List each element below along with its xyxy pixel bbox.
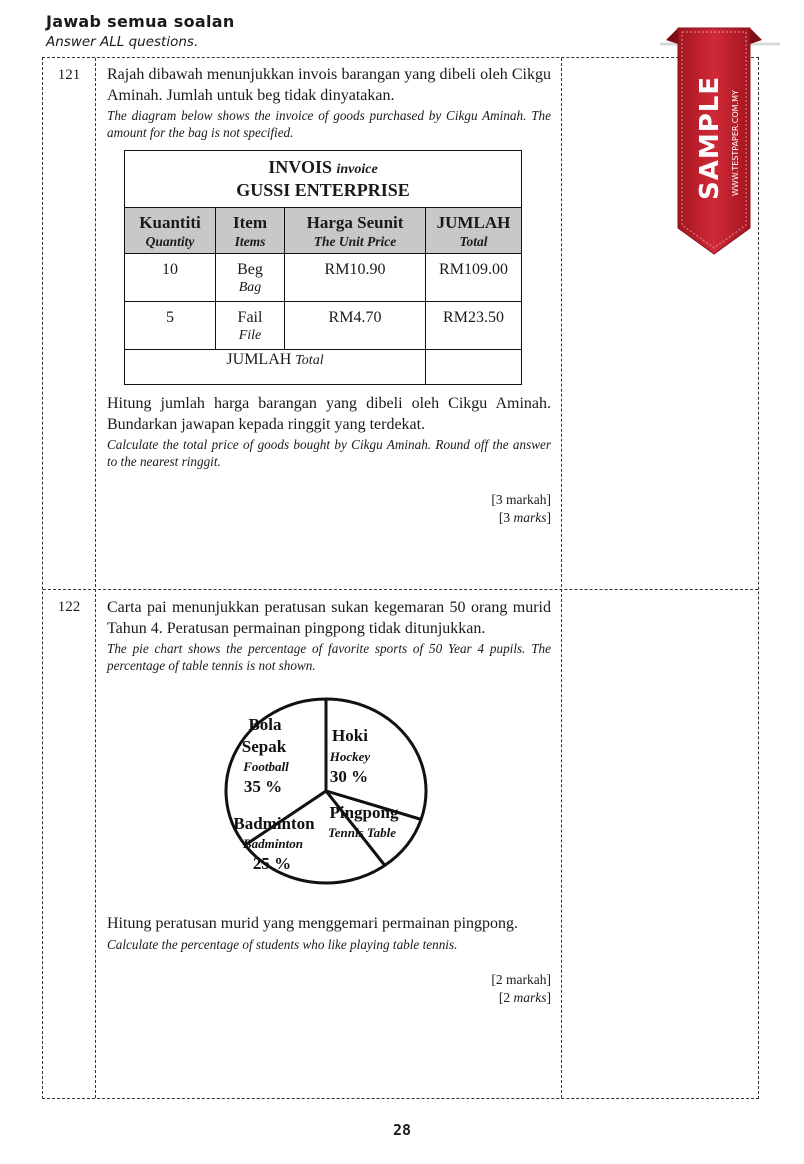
- table-row: [125, 254, 522, 302]
- marks-label: [2 markah] [2 marks]: [491, 971, 551, 1005]
- number-column-divider: [95, 58, 96, 1098]
- cell-unit-price: RM10.90: [285, 254, 426, 302]
- question-122: [107, 598, 551, 1007]
- cell-item: Beg Bag: [216, 254, 285, 302]
- slice-label-hockey-en: Hockey: [329, 749, 371, 764]
- question-text-en: The pie chart shows the percentage of favorite sports of 50 Year 4 pupils. The percentage of table tennis is not shown.: [107, 641, 551, 673]
- total-value: [426, 350, 522, 385]
- sample-watermark-ribbon: [660, 0, 780, 270]
- slice-label-hockey-ms: Hoki: [332, 726, 368, 745]
- cell-unit-price: RM4.70: [285, 302, 426, 350]
- question-text-ms: Carta pai menunjukkan peratusan sukan kegemaran 50 orang murid Tahun 4. Peratusan permainan pingpong tidak ditunjukkan.: [107, 599, 551, 637]
- instruction-ms: Hitung peratusan murid yang menggemari permainan pingpong.: [107, 915, 519, 932]
- answer-column-divider: [561, 58, 562, 1098]
- question-number: 121: [57, 67, 81, 83]
- question-121: [107, 65, 551, 527]
- pie-chart: [221, 694, 431, 888]
- page-header-subtitle: Answer ALL questions.: [46, 34, 199, 50]
- total-label: JUMLAH Total: [125, 350, 426, 385]
- slice-label-pingpong-ms: Pingpong: [329, 803, 399, 822]
- marks-label: [3 markah] [3 marks]: [491, 492, 551, 525]
- invoice-company: GUSSI ENTERPRISE: [236, 180, 410, 200]
- column-header-quantity: Kuantiti Quantity: [125, 208, 216, 254]
- question-text-en: The diagram below shows the invoice of goods purchased by Cikgu Aminah. The amount for the bag is not specified.: [107, 108, 551, 140]
- cell-quantity: 5: [125, 302, 216, 350]
- slice-label-football-en: Football: [243, 759, 289, 774]
- table-total-row: [125, 350, 522, 385]
- instruction-en: Calculate the percentage of students who like playing table tennis.: [107, 936, 458, 952]
- slice-label-badminton-en: Badminton: [243, 836, 303, 851]
- slice-value-hockey: 30 %: [329, 767, 369, 786]
- cell-item: Fail File: [216, 302, 285, 350]
- column-header-unit-price: Harga Seunit The Unit Price: [285, 208, 426, 254]
- invoice-title: [125, 151, 522, 208]
- column-header-total: JUMLAH Total: [426, 208, 522, 254]
- watermark-text: SAMPLE: [695, 75, 725, 200]
- column-header-item: Item Items: [216, 208, 285, 254]
- invoice-title-en: invoice: [336, 162, 378, 177]
- instruction-en: Calculate the total price of goods bought by Cikgu Aminah. Round off the answer to the nearest ringgit.: [107, 437, 551, 469]
- cell-total: RM23.50: [426, 302, 522, 350]
- invoice-title-ms: INVOIS: [268, 157, 332, 177]
- cell-quantity: 10: [125, 254, 216, 302]
- watermark-site: WWW.TESTPAPER.COM.MY: [731, 90, 740, 196]
- slice-value-badminton: 25 %: [252, 854, 292, 873]
- question-divider: [43, 589, 758, 590]
- invoice-table: [124, 150, 522, 385]
- slice-label-badminton-ms: Badminton: [233, 814, 315, 833]
- slice-value-football: 35 %: [243, 777, 283, 796]
- answer-frame: [42, 57, 759, 1099]
- slice-label-football-ms-line2: Sepak: [241, 737, 287, 756]
- question-text-ms: Rajah dibawah menunjukkan invois barangan yang dibeli oleh Cikgu Aminah. Jumlah untuk beg tidak dinyatakan.: [107, 66, 551, 104]
- table-row: [125, 302, 522, 350]
- slice-label-football-ms-line1: Bola: [248, 715, 282, 734]
- page-number: 28: [392, 1121, 412, 1139]
- cell-total: RM109.00: [426, 254, 522, 302]
- question-number: 122: [57, 599, 81, 615]
- slice-label-pingpong-en: Tennis Table: [327, 825, 397, 840]
- page-header-title: Jawab semua soalan: [46, 12, 235, 31]
- instruction-ms: Hitung jumlah harga barangan yang dibeli oleh Cikgu Aminah. Bundarkan jawapan kepada ringgit yang terdekat.: [107, 395, 551, 433]
